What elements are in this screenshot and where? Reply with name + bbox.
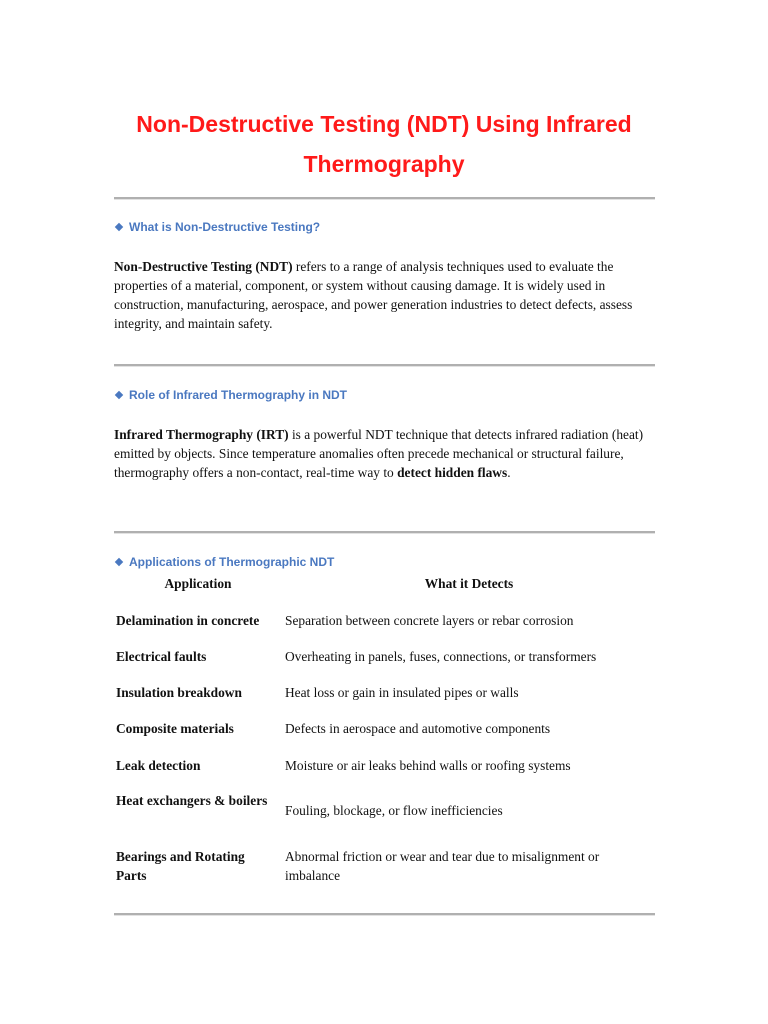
cell-application: Delamination in concrete <box>116 613 260 628</box>
cell-application: Heat exchangers & boilers <box>116 793 268 808</box>
cell-detects: Moisture or air leaks behind walls or roofing systems <box>285 758 571 773</box>
diamond-icon <box>115 558 123 566</box>
cell-detects: Defects in aerospace and automotive components <box>285 721 551 736</box>
cell-application: Composite materials <box>116 721 234 736</box>
cell-detects: Fouling, blockage, or flow inefficiencies <box>285 803 503 818</box>
cell-application: Bearings and Rotating Parts <box>116 849 245 883</box>
section-heading-text: What is Non-Destructive Testing? <box>129 220 321 234</box>
paragraph-what-is-ndt <box>114 257 662 333</box>
cell-detects: Separation between concrete layers or rebar corrosion <box>285 613 574 628</box>
paragraph-body: refers to a range of analysis techniques used to evaluate the properties of a material, component, or system without causing damage. It is widely used in construction, manufacturing, aerospace, and power generation industries to detect defects, assess integrity, and maintain safety. <box>114 259 633 331</box>
divider <box>114 913 655 915</box>
cell-application: Electrical faults <box>116 649 207 664</box>
term-ndt: Non-Destructive Testing (NDT) <box>114 259 293 274</box>
section-heading-text: Applications of Thermographic NDT <box>129 555 335 569</box>
page-title: Non-Destructive Testing (NDT) Using Infrared Thermography <box>136 111 632 177</box>
column-header-what-it-detects: What it Detects <box>424 576 514 591</box>
section-heading-what-is-ndt <box>114 220 320 234</box>
section-heading-applications <box>114 555 334 569</box>
divider <box>114 364 655 366</box>
section-heading-role-of-irt <box>114 388 347 402</box>
cell-detects: Overheating in panels, fuses, connections, or transformers <box>285 649 597 664</box>
paragraph-role-of-irt <box>114 425 662 482</box>
diamond-icon <box>115 391 123 399</box>
divider <box>114 197 655 199</box>
cell-detects: Heat loss or gain in insulated pipes or walls <box>285 685 519 700</box>
divider <box>114 531 655 533</box>
table-header <box>114 574 662 596</box>
cell-application: Insulation breakdown <box>116 685 242 700</box>
cell-detects: Abnormal friction or wear and tear due to misalignment or imbalance <box>285 849 600 883</box>
emphasis-text: detect hidden flaws <box>397 465 508 480</box>
section-heading-text: Role of Infrared Thermography in NDT <box>129 388 348 402</box>
column-header-application: Application <box>164 576 232 591</box>
paragraph-tail: . <box>507 465 511 480</box>
term-irt: Infrared Thermography (IRT) <box>114 427 289 442</box>
diamond-icon <box>115 223 123 231</box>
cell-application: Leak detection <box>116 758 201 773</box>
paragraph-body: is a powerful NDT technique that detects infrared radiation (heat) emitted by objects. Since temperature anomalies often precede mechanical or structural failure, thermography offers a non-contact, real-time way to <box>114 427 644 480</box>
